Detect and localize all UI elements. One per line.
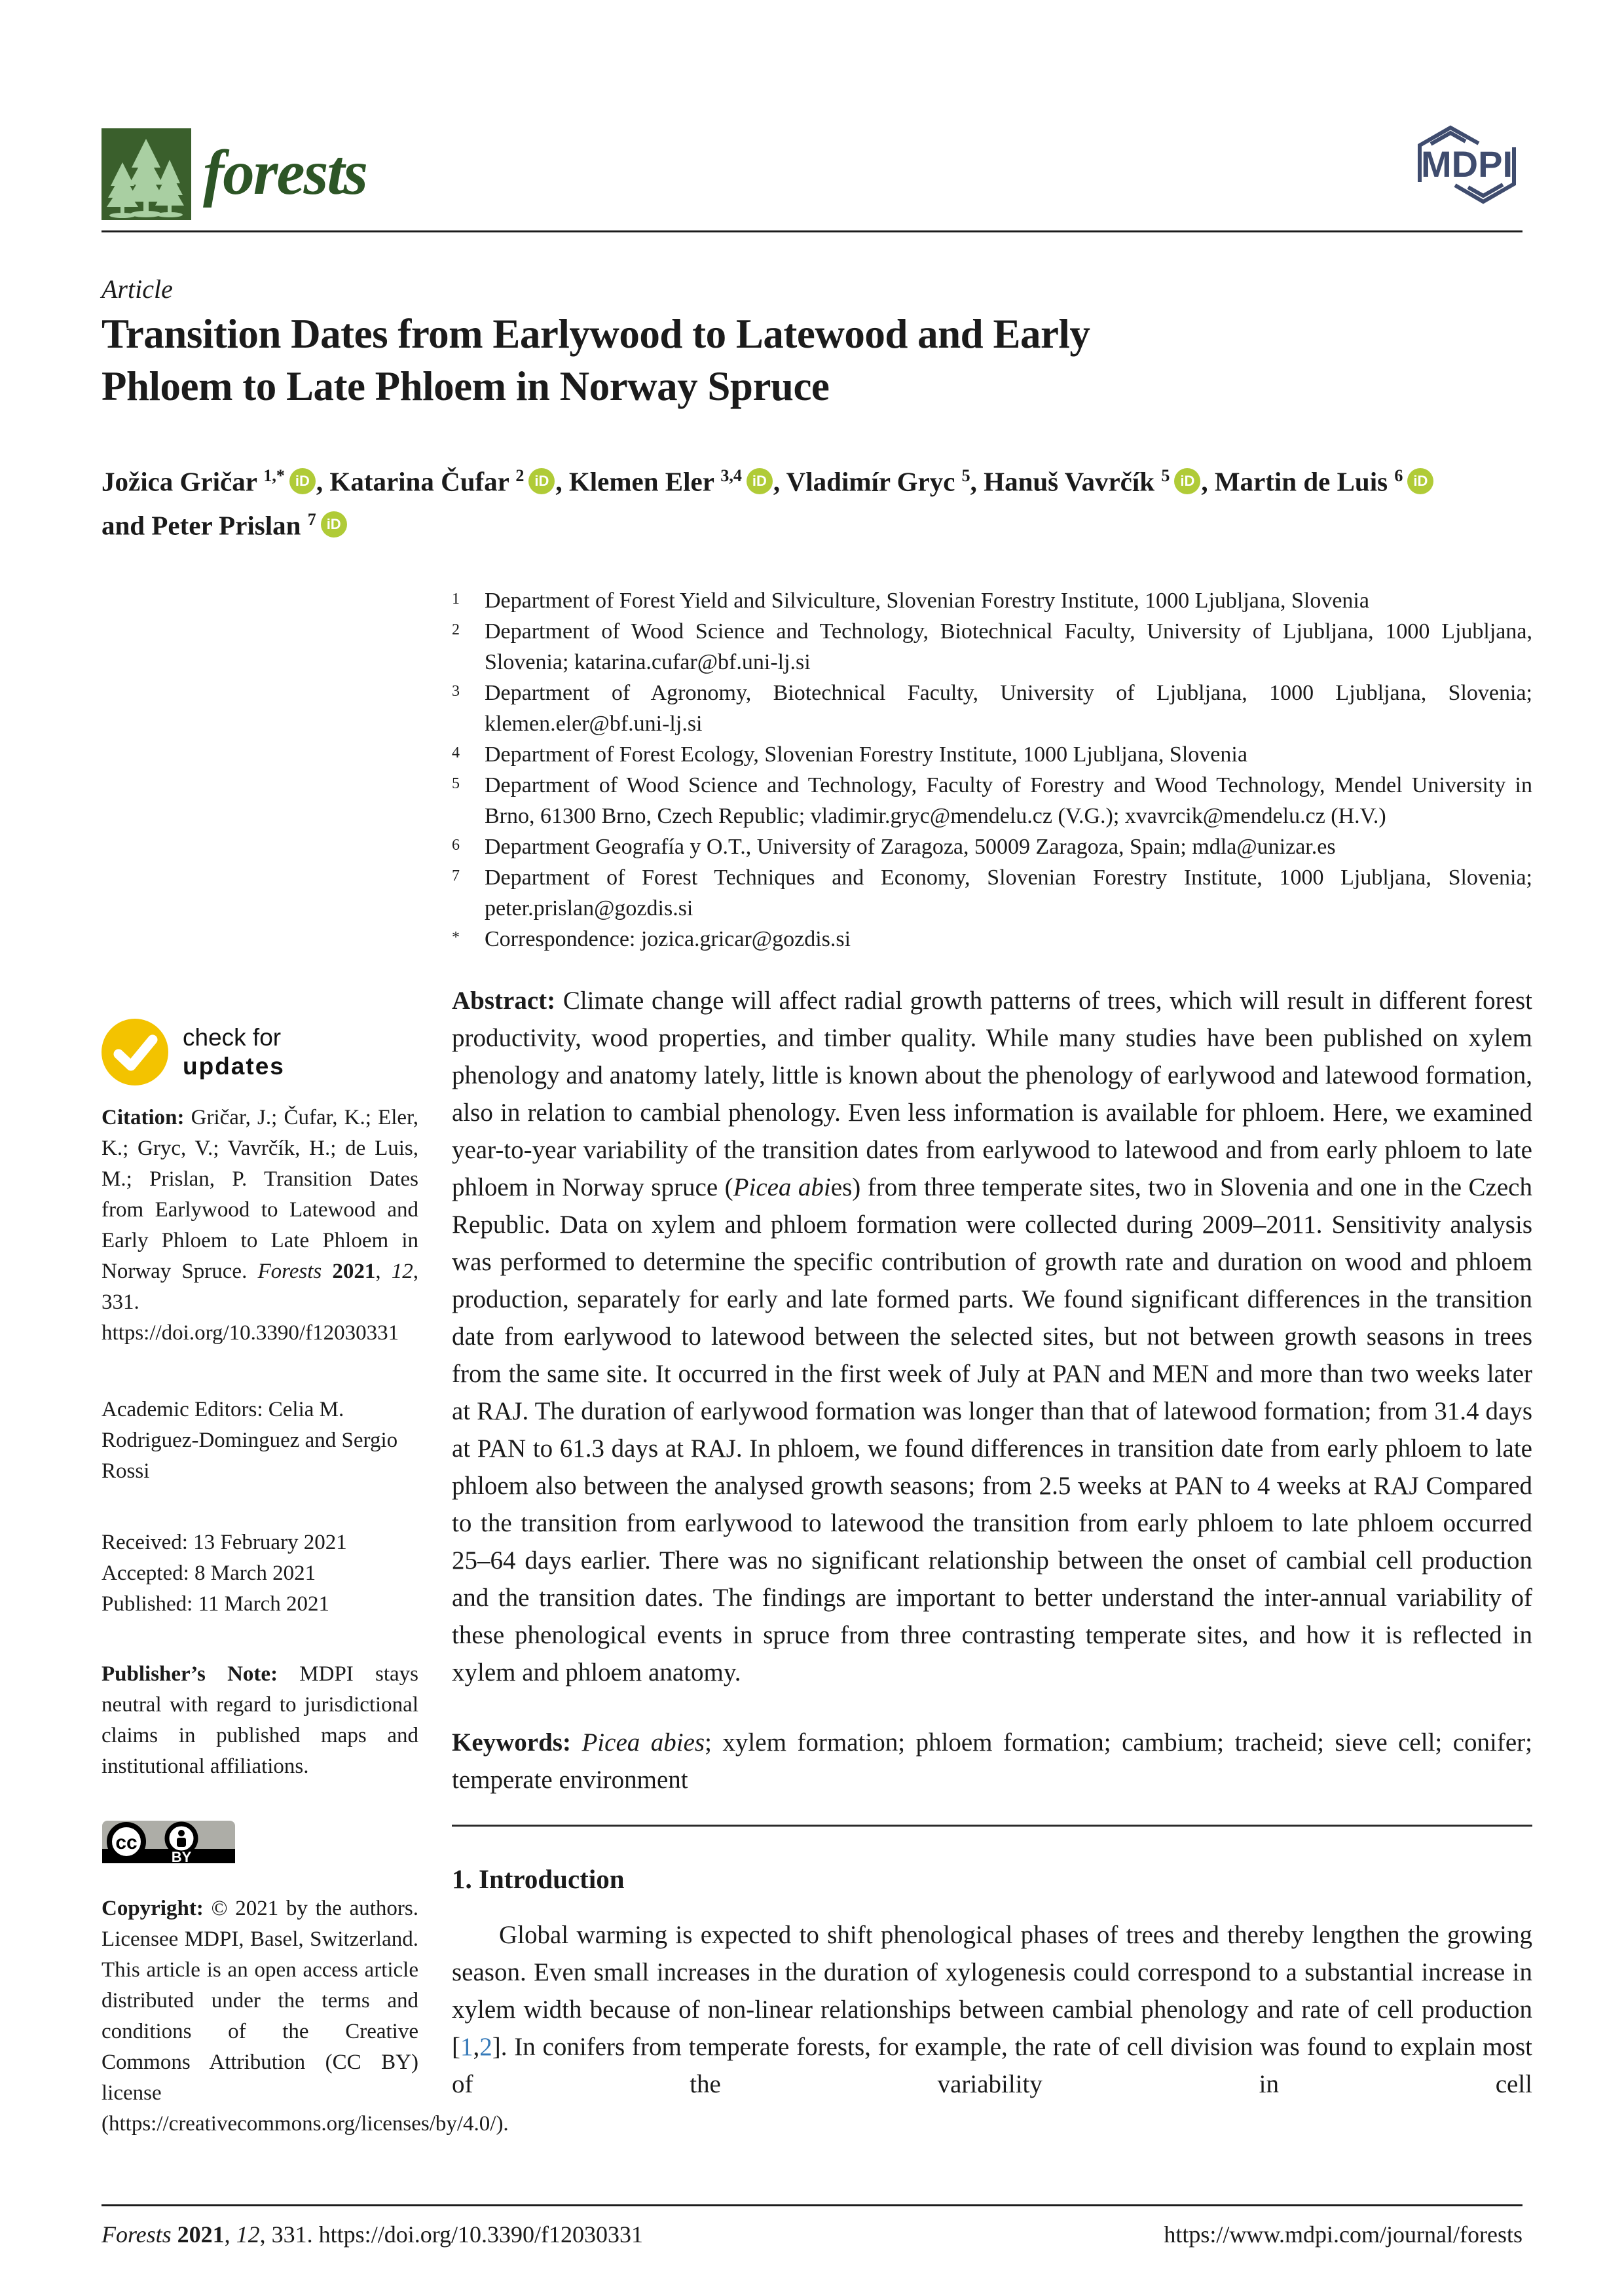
authors-line: Jožica Gričar $^{1,*}$ iD , Katarina Čufar $^2$ iD , Klemen Eler $^{3,4}$ iD , Vladimír Gryc $^5$, Hanuš Vavrčík $^5$ iD , Martin de Luis $^6$ iD and Peter Prislan $^7$ iD xyxy=(101,457,1542,544)
orcid-icon[interactable]: iD xyxy=(1174,468,1200,494)
sidebar xyxy=(101,1019,509,2140)
affiliation-text: Department of Forest Techniques and Economy, Slovenian Forestry Institute, 1000 Ljubljana, Slovenia; peter.prislan@gozdis.si xyxy=(485,866,1532,920)
orcid-icon[interactable]: iD xyxy=(528,468,555,494)
published-line: Published: 11 March 2021 xyxy=(101,1592,329,1616)
affiliation-number: 3 xyxy=(452,683,460,700)
mdpi-wordmark: MDPI xyxy=(1421,143,1513,185)
affiliation-number: 1 xyxy=(452,591,460,608)
page-title: Transition Dates from Earlywood to Latewood and Early Phloem to Late Phloem in Norway Spruce xyxy=(101,311,1090,409)
header-rule xyxy=(101,230,1522,232)
check-line1: check for xyxy=(183,1024,282,1051)
orcid-icon[interactable]: iD xyxy=(747,468,773,494)
affiliation-row xyxy=(452,739,1532,770)
intro-heading: 1. Introduction xyxy=(452,1864,625,1894)
mdpi-logo xyxy=(1401,123,1532,208)
affiliation-number: 7 xyxy=(452,867,460,884)
journal-name: forests xyxy=(203,137,367,208)
affiliation-row xyxy=(452,678,1532,739)
affiliation-number: 2 xyxy=(452,621,460,638)
check-for-updates-label xyxy=(183,1023,285,1081)
orcid-icon[interactable]: iD xyxy=(1407,468,1433,494)
affiliation-text: Department of Wood Science and Technology, Biotechnical Faculty, University of Ljubljana, 1000 Ljubljana, Slovenia; katarina.cufar@bf.uni-lj.si xyxy=(485,619,1532,674)
affiliation-number: * xyxy=(452,929,460,946)
orcid-icon[interactable]: iD xyxy=(321,511,347,538)
article-type-label: Article xyxy=(101,274,173,304)
citation-block: Citation: Gričar, J.; Čufar, K.; Eler, K.; Gryc, V.; Vavrčík, H.; de Luis, M.; Prislan, P. Transition Dates from Earlywood to Latewood and Early Phloem to Late Phloem in Norway Spruce. Forests 2021, 12, 331. https://doi.org/10.3390/f12030331 xyxy=(101,1106,419,1345)
orcid-icon[interactable]: iD xyxy=(289,468,316,494)
affiliation-row xyxy=(452,924,1532,955)
affiliation-row xyxy=(452,770,1532,831)
affiliation-row xyxy=(452,585,1532,616)
journal-logo xyxy=(101,128,191,220)
affiliation-text: Department Geografía y O.T., University of Zaragoza, 50009 Zaragoza, Spain; mdla@unizar.es xyxy=(485,835,1336,859)
affiliation-text: Department of Forest Yield and Silviculture, Slovenian Forestry Institute, 1000 Ljubljana, Slovenia xyxy=(485,589,1369,613)
main-column xyxy=(452,576,1532,2103)
intro-paragraph: Global warming is expected to shift phenological phases of trees and thereby lengthen the growing season. Even small increases in the duration of xylogenesis could correspond to a substantial increase in xylem width because of non-linear relationships between cambial phenology and rate of cell production [1,2]. In conifers from temperate forests, for example, the rate of cell division was found to explain most of the variability in cell xyxy=(452,1921,1532,2098)
accepted-line: Accepted: 8 March 2021 xyxy=(101,1561,316,1585)
affiliation-number: 6 xyxy=(452,837,460,854)
check-icon xyxy=(101,1019,168,1085)
affiliation-number: 5 xyxy=(452,775,460,792)
cc-glyph: cc xyxy=(115,1832,138,1853)
copyright-block: Copyright: © 2021 by the authors. Licensee MDPI, Basel, Switzerland. This article is an open access article distributed under the terms and conditions of the Creative Commons Attribution (CC BY) license (https://creativecommons.org/licenses/by/4.0/). xyxy=(101,1897,509,2136)
check-for-updates-badge[interactable] xyxy=(101,1019,418,1085)
affiliation-text: Correspondence: jozica.gricar@gozdis.si xyxy=(485,927,851,951)
received-line: Received: 13 February 2021 xyxy=(101,1531,347,1554)
cc-by-license-badge[interactable] xyxy=(101,1820,236,1868)
dates-block xyxy=(101,1527,418,1620)
keywords-paragraph: Keywords: Picea abies; xylem formation; phloem formation; cambium; tracheid; sieve cell; conifer; temperate environment xyxy=(452,1728,1533,1794)
affiliation-row xyxy=(452,862,1532,924)
section-divider xyxy=(452,1825,1532,1827)
academic-editors-block: Academic Editors: Celia M. Rodriguez-Dominguez and Sergio Rossi xyxy=(101,1398,398,1483)
abstract-paragraph: Abstract: Climate change will affect radial growth patterns of trees, which will result in different forest productivity, wood properties, and timber quality. While many studies have been published on xylem phenology and anatomy lately, little is known about the phenology of earlywood and latewood formation, also in relation to cambial phenology. Even less information is available for phloem. Here, we examined year-to-year variability of the transition dates from earlywood to latewood and from early phloem to late phloem in Norway spruce (Picea abies) from three temperate sites, two in Slovenia and one in the Czech Republic. Data on xylem and phloem formation were collected during 2009–2011. Sensitivity analysis was performed to determine the specific contribution of growth rate and duration on wood and phloem production, separately for early and late formed parts. We found significant differences in the transition date from earlywood to latewood between the selected sites, but not between growth seasons in trees from the same site. It occurred in the first week of July at PAN and MEN and more than two weeks later at RAJ. The duration of earlywood formation was longer than that of latewood formation; from 31.4 days at PAN to 61.3 days at RAJ. In phloem, we found differences in transition date from early phloem to late phloem also between the analysed growth seasons; from 2.5 weeks at PAN to 4 weeks at RAJ Compared to the transition from earlywood to latewood the transition from early phloem to late phloem occurred 25–64 days earlier. There was no significant relationship between the onset of cambial cell production and the transition dates. The findings are important to better understand the inter-annual variability of these phenological events in spruce from three contrasting temperate sites, and how it is reflected in xylem and phloem anatomy. xyxy=(452,987,1532,1686)
by-glyph: BY xyxy=(171,1849,192,1865)
publisher-note-block: Publisher’s Note: MDPI stays neutral with regard to jurisdictional claims in published maps and institutional affiliations. xyxy=(101,1662,418,1778)
affiliation-text: Department of Wood Science and Technology, Faculty of Forestry and Wood Technology, Mendel University in Brno, 61300 Brno, Czech Republic; vladimir.gryc@mendelu.cz (V.G.); xvavrcik@mendelu.cz (H.V.) xyxy=(485,773,1532,828)
footer-journal-link[interactable]: https://www.mdpi.com/journal/forests xyxy=(1164,2221,1522,2248)
trees-icon xyxy=(101,128,191,220)
footer-rule xyxy=(101,2204,1522,2206)
affiliation-text: Department of Forest Ecology, Slovenian Forestry Institute, 1000 Ljubljana, Slovenia xyxy=(485,742,1247,767)
affiliation-text: Department of Agronomy, Biotechnical Faculty, University of Ljubljana, 1000 Ljubljana, Slovenia; klemen.eler@bf.uni-lj.si xyxy=(485,681,1532,736)
footer-citation[interactable]: Forests 2021, 12, 331. https://doi.org/10.3390/f12030331 xyxy=(101,2221,644,2248)
affiliation-number: 4 xyxy=(452,744,460,761)
affiliation-row xyxy=(452,831,1532,862)
affiliation-row xyxy=(452,616,1532,678)
check-line2: updates xyxy=(183,1053,285,1080)
affiliation-list xyxy=(452,585,1532,955)
